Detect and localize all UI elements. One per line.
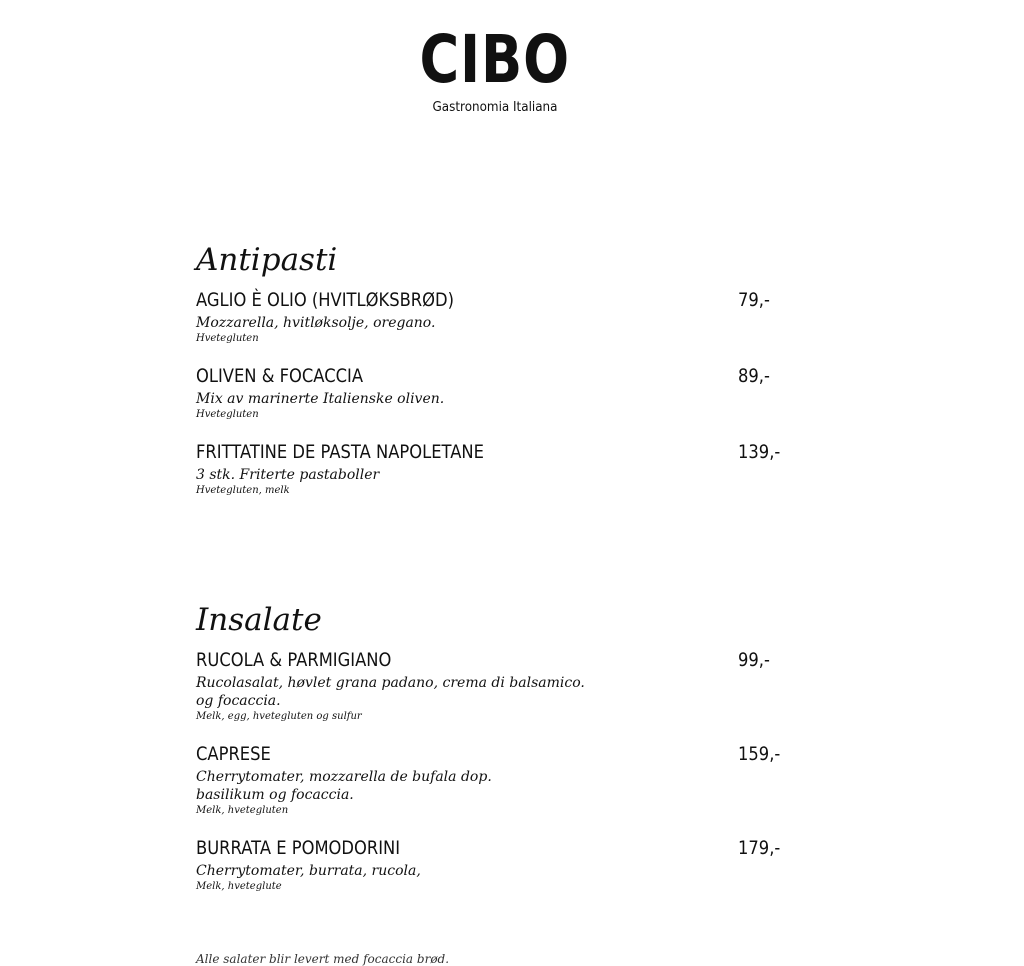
item-allergens: Melk, hvetegluten [196, 805, 289, 817]
section-title: Insalate [196, 602, 322, 638]
menu-item [196, 650, 796, 723]
item-description: Mix av marinerte Italienske oliven. [196, 390, 445, 407]
item-allergens: Melk, hveteglute [196, 881, 282, 893]
restaurant-tagline: Gastronomia Italiana [432, 99, 558, 115]
restaurant-logo: CIBO [419, 21, 571, 98]
item-description: 3 stk. Friterte pastaboller [196, 466, 380, 483]
item-allergens: Hvetegluten, melk [196, 485, 290, 497]
item-name: AGLIO È OLIO (HVITLØKSBRØD) [196, 289, 454, 311]
menu-item [196, 290, 796, 345]
item-allergens: Melk, egg, hvetegluten og sulfur [196, 711, 362, 723]
item-name: RUCOLA & PARMIGIANO [196, 649, 392, 671]
section-title: Antipasti [196, 242, 338, 278]
item-name: FRITTATINE DE PASTA NAPOLETANE [196, 441, 484, 464]
item-price: 89,- [738, 365, 770, 388]
item-name: CAPRESE [196, 743, 271, 766]
item-price: 79,- [738, 289, 770, 311]
item-allergens: Hvetegluten [196, 409, 259, 421]
item-price: 139,- [738, 441, 781, 464]
menu-item [196, 744, 796, 817]
item-price: 179,- [738, 837, 781, 860]
item-description: Cherrytomater, mozzarella de bufala dop. basilikum og focaccia. [196, 769, 492, 804]
restaurant-header [0, 22, 990, 115]
item-description: Cherrytomater, burrata, rucola, [196, 863, 421, 880]
item-name: BURRATA E POMODORINI [196, 837, 401, 860]
menu-item [196, 838, 796, 893]
menu-item [196, 366, 796, 421]
item-allergens: Hvetegluten [196, 333, 259, 345]
item-price: 159,- [738, 743, 781, 766]
section-antipasti [196, 242, 796, 497]
menu-item [196, 442, 796, 497]
section-insalate [196, 602, 796, 893]
salad-footnote: Alle salater blir levert med focaccia brød. [196, 952, 450, 966]
item-price: 99,- [738, 649, 770, 671]
item-description: Rucolasalat, høvlet grana padano, crema di balsamico. og focaccia. [196, 674, 585, 710]
item-description: Mozzarella, hvitløksolje, oregano. [196, 314, 436, 331]
item-name: OLIVEN & FOCACCIA [196, 365, 364, 388]
